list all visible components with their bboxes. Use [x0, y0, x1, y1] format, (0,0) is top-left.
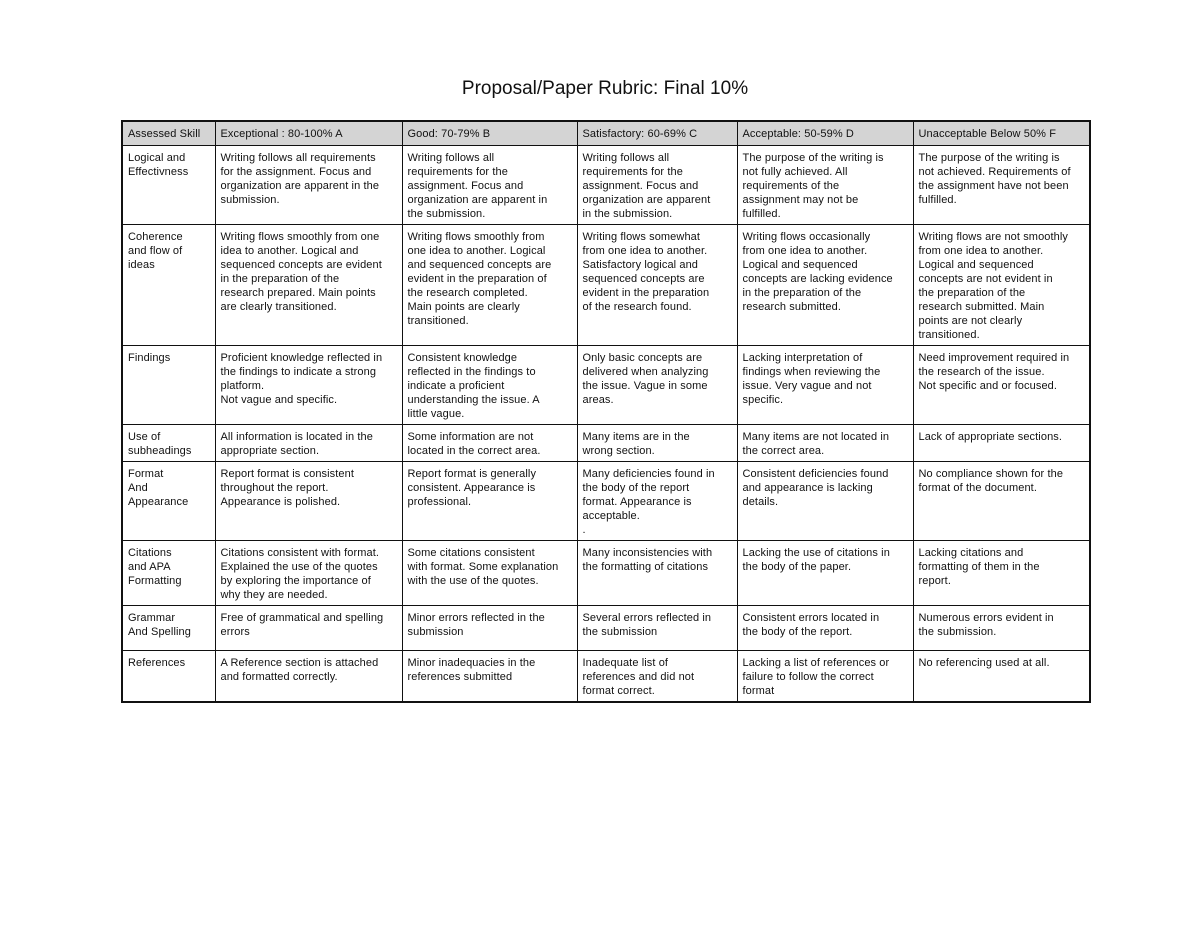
criteria-cell: Report format is generally consistent. Appearance is professional. [402, 462, 577, 541]
criteria-cell: The purpose of the writing is not fully achieved. All requirements of the assignment may not be fulfilled. [737, 146, 913, 225]
skill-cell: References [122, 651, 215, 703]
table-row [122, 146, 1090, 225]
rubric-table [121, 120, 1091, 703]
criteria-cell: Need improvement required in the research of the issue. Not specific and or focused. [913, 346, 1090, 425]
criteria-cell: Lacking citations and formatting of them in the report. [913, 541, 1090, 606]
skill-cell: Grammar And Spelling [122, 606, 215, 651]
criteria-cell: Writing follows all requirements for the assignment. Focus and organization are apparent in the submission. [402, 146, 577, 225]
table-row [122, 651, 1090, 703]
criteria-cell: Minor errors reflected in the submission [402, 606, 577, 651]
criteria-cell: Consistent knowledge reflected in the findings to indicate a proficient understanding the issue. A little vague. [402, 346, 577, 425]
header-exceptional: Exceptional : 80-100% A [215, 121, 402, 146]
criteria-cell: Lacking a list of references or failure to follow the correct format [737, 651, 913, 703]
criteria-cell: Report format is consistent throughout the report. Appearance is polished. [215, 462, 402, 541]
criteria-cell: Writing flows somewhat from one idea to another. Satisfactory logical and sequenced concepts are evident in the preparation of the research found. [577, 225, 737, 346]
table-row [122, 541, 1090, 606]
criteria-cell: All information is located in the appropriate section. [215, 425, 402, 462]
criteria-cell: Citations consistent with format. Explained the use of the quotes by exploring the importance of why they are needed. [215, 541, 402, 606]
criteria-cell: Many items are in the wrong section. [577, 425, 737, 462]
criteria-cell: Writing flows occasionally from one idea to another. Logical and sequenced concepts are lacking evidence in the preparation of the research submitted. [737, 225, 913, 346]
header-unacceptable: Unacceptable Below 50% F [913, 121, 1090, 146]
criteria-cell: Writing follows all requirements for the assignment. Focus and organization are apparent in the submission. [577, 146, 737, 225]
criteria-cell: Proficient knowledge reflected in the findings to indicate a strong platform. Not vague and specific. [215, 346, 402, 425]
page-title: Proposal/Paper Rubric: Final 10% [461, 78, 749, 99]
header-good: Good: 70-79% B [402, 121, 577, 146]
criteria-cell: Numerous errors evident in the submission. [913, 606, 1090, 651]
table-row [122, 606, 1090, 651]
criteria-cell: Lack of appropriate sections. [913, 425, 1090, 462]
criteria-cell: Lacking interpretation of findings when reviewing the issue. Very vague and not specific. [737, 346, 913, 425]
criteria-cell: Free of grammatical and spelling errors [215, 606, 402, 651]
criteria-cell: Minor inadequacies in the references submitted [402, 651, 577, 703]
skill-cell: Coherence and flow of ideas [122, 225, 215, 346]
criteria-cell: Only basic concepts are delivered when analyzing the issue. Vague in some areas. [577, 346, 737, 425]
header-row [122, 121, 1090, 146]
skill-cell: Use of subheadings [122, 425, 215, 462]
criteria-cell: Some citations consistent with format. Some explanation with the use of the quotes. [402, 541, 577, 606]
table-row [122, 346, 1090, 425]
header-assessed-skill: Assessed Skill [122, 121, 215, 146]
skill-cell: Logical and Effectivness [122, 146, 215, 225]
criteria-cell: No compliance shown for the format of the document. [913, 462, 1090, 541]
criteria-cell: Many inconsistencies with the formatting of citations [577, 541, 737, 606]
table-row [122, 425, 1090, 462]
criteria-cell: Inadequate list of references and did not format correct. [577, 651, 737, 703]
criteria-cell: No referencing used at all. [913, 651, 1090, 703]
criteria-cell: Some information are not located in the correct area. [402, 425, 577, 462]
criteria-cell: Consistent errors located in the body of the report. [737, 606, 913, 651]
criteria-cell: Many deficiencies found in the body of the report format. Appearance is acceptable. . [577, 462, 737, 541]
criteria-cell: Consistent deficiencies found and appearance is lacking details. [737, 462, 913, 541]
skill-cell: Citations and APA Formatting [122, 541, 215, 606]
criteria-cell: Writing flows are not smoothly from one idea to another. Logical and sequenced concepts are not evident in the preparation of the research submitted. Main points are not clearly transitioned. [913, 225, 1090, 346]
criteria-cell: The purpose of the writing is not achieved. Requirements of the assignment have not been fulfilled. [913, 146, 1090, 225]
table-row [122, 462, 1090, 541]
criteria-cell: Writing flows smoothly from one idea to another. Logical and sequenced concepts are evident in the preparation of the research prepared. Main points are clearly transitioned. [215, 225, 402, 346]
criteria-cell: Writing flows smoothly from one idea to another. Logical and sequenced concepts are evident in the preparation of the research completed. Main points are clearly transitioned. [402, 225, 577, 346]
skill-cell: Findings [122, 346, 215, 425]
criteria-cell: Many items are not located in the correct area. [737, 425, 913, 462]
criteria-cell: A Reference section is attached and formatted correctly. [215, 651, 402, 703]
criteria-cell: Writing follows all requirements for the assignment. Focus and organization are apparent in the submission. [215, 146, 402, 225]
criteria-cell: Several errors reflected in the submission [577, 606, 737, 651]
criteria-cell: Lacking the use of citations in the body of the paper. [737, 541, 913, 606]
header-acceptable: Acceptable: 50-59% D [737, 121, 913, 146]
skill-cell: Format And Appearance [122, 462, 215, 541]
table-row [122, 225, 1090, 346]
header-satisfactory: Satisfactory: 60-69% C [577, 121, 737, 146]
